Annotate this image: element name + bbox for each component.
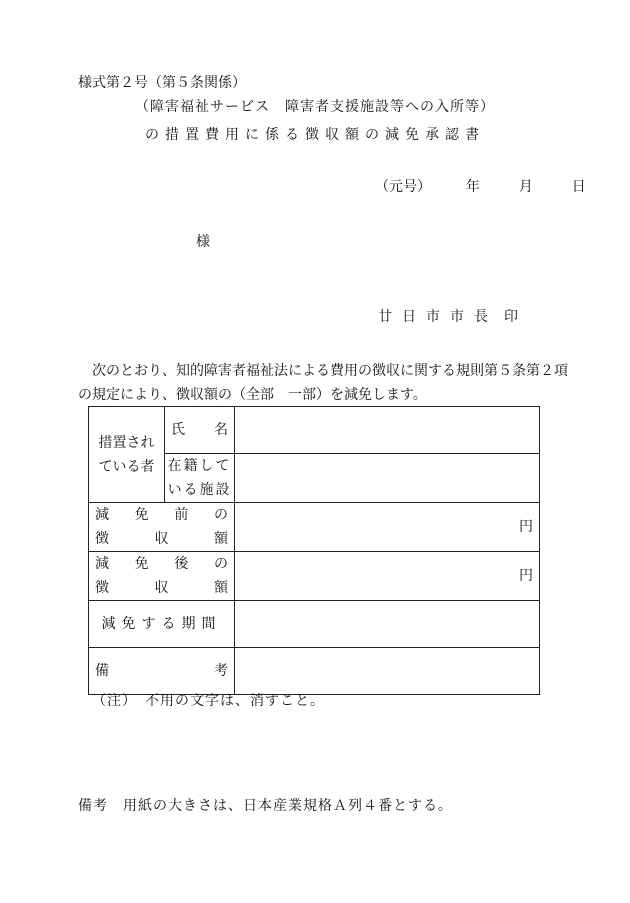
currency-yen: 円 xyxy=(519,518,533,535)
mayor-signature xyxy=(378,308,518,326)
seal-mark: 印 xyxy=(504,309,518,325)
amount-before-field[interactable] xyxy=(235,503,540,552)
footer-remarks: 備考 用紙の大きさは、日本産業規格Ａ列４番とする。 xyxy=(78,798,453,814)
addressee-suffix: 様 xyxy=(196,234,210,250)
date-year: 年 xyxy=(465,179,480,195)
recipient-group-label: 措置され ている者 xyxy=(89,407,165,503)
name-field[interactable] xyxy=(235,407,540,454)
body-text-line1: 次のとおり、知的障害者福祉法による費用の徴収に関する規則第５条第２項 xyxy=(92,363,568,379)
date-day: 日 xyxy=(571,179,586,195)
date-era: （元号） xyxy=(375,179,431,195)
currency-yen: 円 xyxy=(519,567,533,584)
reduction-period-field[interactable] xyxy=(235,601,540,648)
facility-field[interactable] xyxy=(235,454,540,503)
remarks-field[interactable] xyxy=(235,648,540,695)
name-label: 氏 名 xyxy=(165,407,235,454)
amount-before-label: 減 免 前 の 徴 収 額 xyxy=(89,503,235,552)
amount-after-field[interactable] xyxy=(235,552,540,601)
remarks-label: 備 考 xyxy=(89,648,235,695)
mayor-title: 廿日市市長 xyxy=(378,309,498,325)
reduction-form-table xyxy=(88,406,540,695)
date-month: 月 xyxy=(518,179,533,195)
date-line xyxy=(375,178,586,196)
form-number: 様式第２号（第５条関係） xyxy=(78,75,246,91)
amount-after-label: 減 免 後 の 徴 収 額 xyxy=(89,552,235,601)
reduction-period-label: 減免する期間 xyxy=(89,601,235,648)
body-text-line2: の規定により、徴収額の（全部 一部）を減免します。 xyxy=(78,387,427,403)
facility-label: 在籍して いる施設 xyxy=(165,454,235,503)
note-text: （注） 不用の文字は、消すこと。 xyxy=(92,693,325,709)
document-title-line1: （障害福祉サービス 障害者支援施設等への入所等） xyxy=(135,99,495,115)
document-title-line2: の措置費用に係る徴収額の減免承認書 xyxy=(145,127,485,143)
